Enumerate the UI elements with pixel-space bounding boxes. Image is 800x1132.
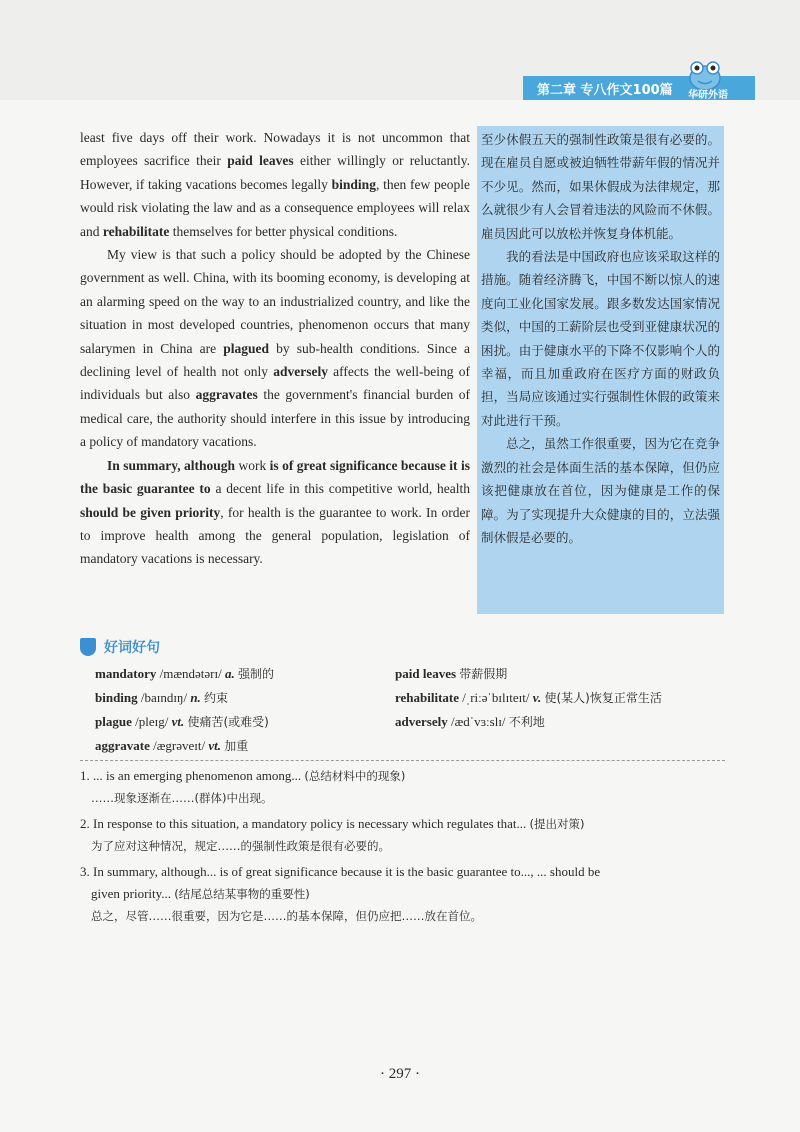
vocab-meaning: 强制的: [238, 667, 275, 681]
phrase-chinese: ……现象逐渐在……(群体)中出现。: [91, 791, 273, 805]
phrase-list: [80, 765, 725, 931]
key-term: binding: [331, 176, 376, 192]
bookmark-icon: [80, 638, 96, 656]
vocab-word: adversely: [395, 714, 448, 729]
translation-paragraph-2: 我的看法是中国政府也应该采取这样的措施。随着经济腾飞，中国不断以惊人的速度向工业化国家发展。跟多数发达国家情况类似，中国的工薪阶层也受到亚健康状况的困扰。由于健康水平的下降不仅影响个人的幸福，而且加重政府在医疗方面的财政负担，当局应该通过实行强制性休假的政策来对此进行干预。: [481, 249, 720, 428]
key-term: rehabilitate: [102, 223, 170, 239]
vocab-meaning: 加重: [224, 739, 249, 753]
phrase-english: 3. In summary, although... is of great significance because it is the basic guarantee to..., ... should be: [80, 864, 601, 879]
essay-text: a decent life in this competitive world, health: [210, 481, 470, 497]
section-divider: [80, 760, 725, 761]
vocab-phonetic: /mændətərɪ/: [156, 666, 225, 681]
vocab-pos: vt.: [208, 738, 225, 753]
phrase-english: 2. In response to this situation, a mandatory policy is necessary which regulates that...: [80, 816, 530, 831]
vocab-phonetic: /ædˈvɜːslɪ/: [447, 714, 509, 729]
vocab-pos: a.: [225, 666, 238, 681]
key-term: paid leaves: [227, 153, 294, 169]
key-term: is of great significance because it is the basic guarantee to: [80, 457, 470, 497]
essay-paragraph-2: [80, 243, 470, 454]
vocab-item: [395, 710, 735, 734]
essay-paragraph-3: [80, 454, 470, 571]
vocab-meaning: 使痛苦(或难受): [187, 715, 269, 729]
phrase-chinese: 总之，尽管……很重要，因为它是……的基本保障，但仍应把……放在首位。: [91, 909, 482, 923]
page-number: · 297 ·: [380, 1066, 420, 1082]
vocab-item: [395, 662, 735, 686]
phrase-chinese: 为了应对这种情况，规定……的强制性政策是很有必要的。: [91, 839, 390, 853]
vocab-section-title: [80, 637, 160, 657]
phrase-tag: (总结材料中的现象): [304, 769, 406, 783]
vocab-pos: n.: [190, 690, 205, 705]
essay-text: , for health is the guarantee to work. In order to improve health among the general population, legislation of mandatory vacations is necessary.: [80, 504, 470, 567]
vocab-list: [95, 662, 735, 758]
vocab-phonetic: /baɪndɪŋ/: [137, 690, 191, 705]
vocab-item: [95, 662, 395, 686]
key-term: should be given priority: [80, 504, 221, 520]
essay-text: least five days off their work. Nowadays it is not uncommon that employees sacrifice their: [80, 130, 470, 169]
vocab-item: [95, 710, 395, 734]
vocab-word: binding: [95, 690, 138, 705]
phrase-english-cont: given priority...: [91, 886, 175, 901]
vocab-item: [95, 734, 395, 758]
key-term: aggravates: [195, 387, 258, 403]
phrase-tag: (结尾总结某事物的重要性): [174, 887, 310, 901]
vocab-word: rehabilitate: [395, 690, 460, 705]
translation-paragraph-3: 总之，虽然工作很重要，因为它在竞争激烈的社会是体面生活的基本保障，但仍应该把健康放在首位，因为健康是工作的保障。为了实现提升大众健康的目的，立法强制休假是必要的。: [481, 436, 720, 545]
vocab-phonetic: /ˌriːəˈbɪlɪteɪt/: [459, 690, 533, 705]
essay-text: the government's financial burden of medical care, the authority should interfere in this issue by introducing a policy of mandatory vacations.: [80, 387, 471, 450]
phrase-item: [80, 813, 725, 857]
vocab-meaning: 约束: [204, 691, 229, 705]
vocab-word: mandatory: [95, 666, 157, 681]
essay-body: [80, 126, 470, 571]
vocab-title-text: 好词好句: [104, 640, 160, 656]
vocab-word: plague: [95, 714, 132, 729]
key-term: adversely: [273, 364, 328, 380]
translation-paragraph-1: 至少休假五天的强制性政策是很有必要的。现在雇员自愿或被迫牺牲带薪年假的情况并不少见。然而，如果休假成为法律规定，那么就很少有人会冒着违法的风险而不休假。雇员因此可以放松并恢复身体机能。: [481, 132, 720, 241]
phrase-item: [80, 861, 725, 927]
essay-text: either willingly or reluctantly. However, if taking vacations becomes legally: [80, 153, 471, 192]
vocab-word: aggravate: [95, 738, 150, 753]
essay-text: by sub-health conditions. Since a declining level of health not only: [80, 340, 470, 380]
vocab-word: paid leaves: [395, 666, 457, 681]
vocab-meaning: 不利地: [508, 715, 545, 729]
vocab-item: [95, 686, 395, 710]
vocab-pos: vt.: [171, 714, 188, 729]
vocab-meaning: 使(某人)恢复正常生活: [544, 691, 662, 705]
phrase-english: 1. ... is an emerging phenomenon among...: [80, 768, 305, 783]
vocab-phonetic: /ægrəveɪt/: [149, 738, 209, 753]
logo-text: 华研外语: [688, 90, 728, 101]
phrase-item: [80, 765, 725, 809]
key-term: In summary, although: [107, 457, 236, 473]
translation-box: [477, 126, 724, 614]
phrase-tag: (提出对策): [529, 817, 585, 831]
essay-text: themselves for better physical conditions.: [169, 223, 398, 239]
vocab-item: [395, 686, 735, 710]
essay-text: My view is that such a policy should be adopted by the Chinese government as well. China, with its booming economy, is developing at an alarming speed on the way to an industrialized country, and like the situation in most developed countries, phenomenon occurs that many salarymen in China are: [80, 247, 470, 356]
essay-paragraph-1: [80, 126, 470, 243]
essay-text: affects the well-being of individuals but also: [80, 364, 470, 403]
vocab-phonetic: /pleɪg/: [131, 714, 172, 729]
vocab-pos: v.: [532, 690, 545, 705]
essay-text: , then few people would risk violating the law and as a consequence employees will relax and: [80, 176, 470, 239]
key-term: plagued: [223, 340, 269, 356]
essay-text: work: [235, 457, 270, 473]
vocab-meaning: 带薪假期: [459, 667, 508, 681]
chapter-label: 第二章 专八作文100篇: [537, 82, 673, 98]
